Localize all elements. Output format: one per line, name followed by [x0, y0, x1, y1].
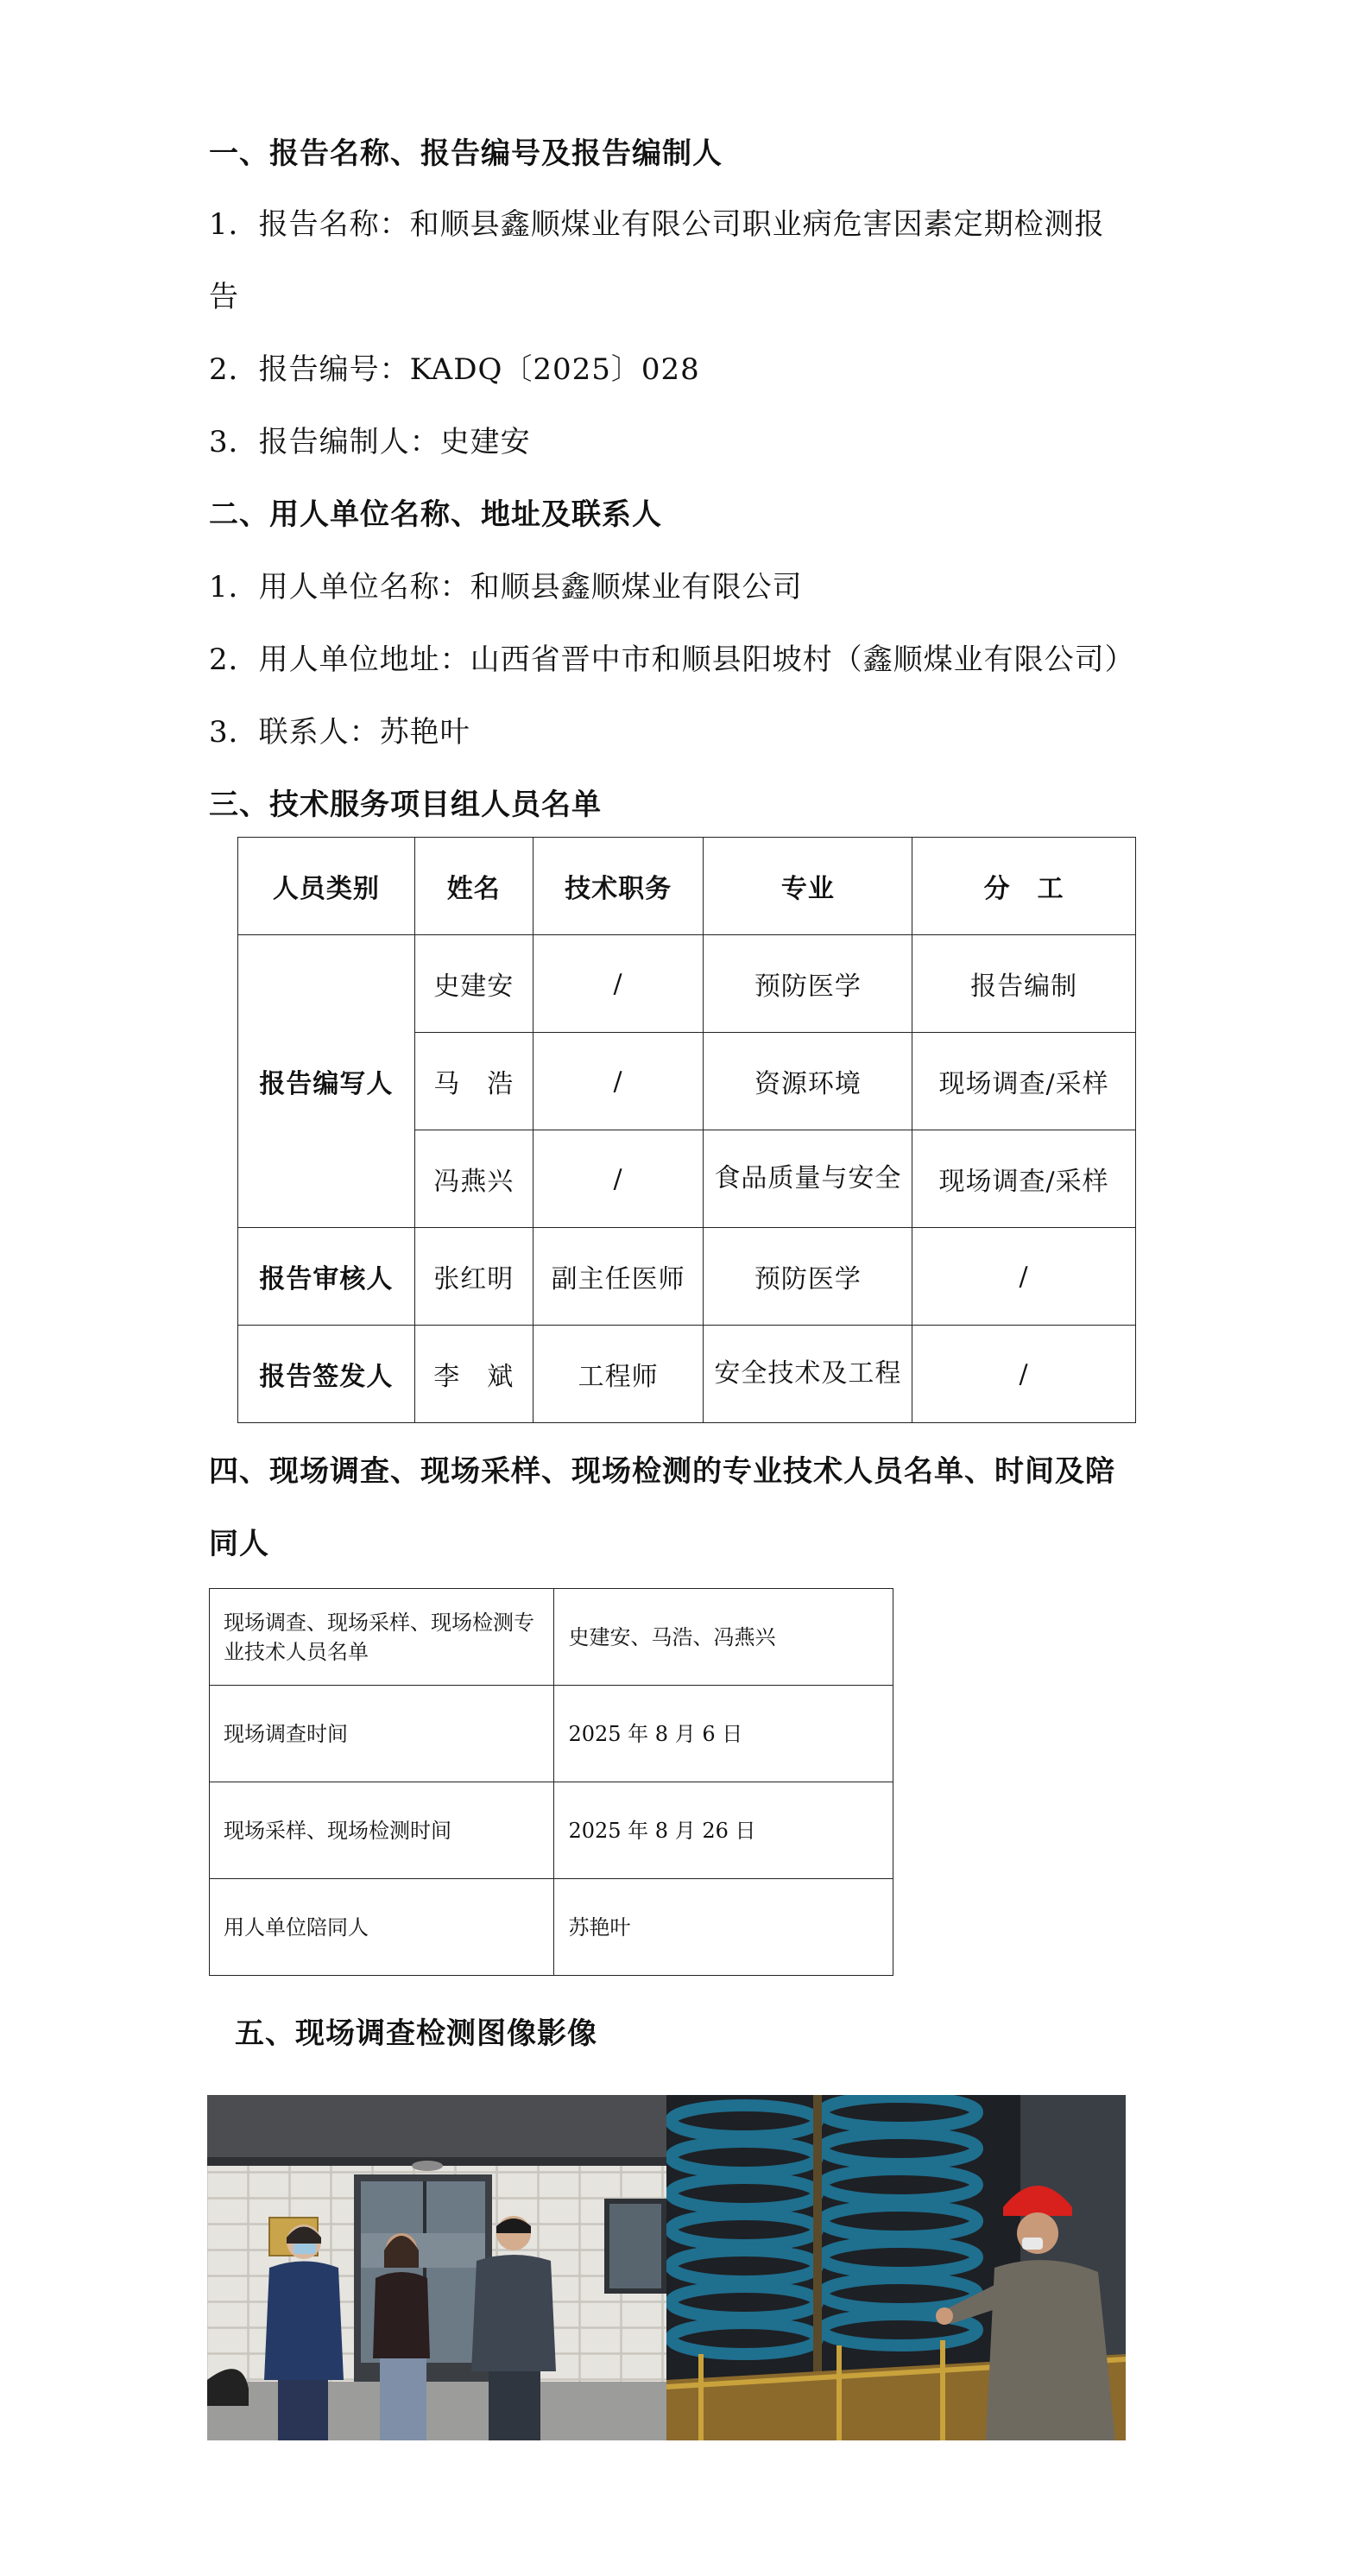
- cell-title: /: [533, 935, 704, 1033]
- cell-title: /: [533, 1033, 704, 1130]
- cell-duty: /: [912, 1228, 1136, 1326]
- report-number-line: 2．报告编号：KADQ〔2025〕028: [209, 352, 700, 387]
- section4-heading-line2: 同人: [209, 1527, 269, 1561]
- section2-heading: 二、用人单位名称、地址及联系人: [209, 497, 662, 532]
- cell-duty: /: [912, 1326, 1136, 1423]
- contact-line: 3．联系人：苏艳叶: [209, 715, 470, 750]
- cell-name: 冯燕兴: [414, 1130, 533, 1228]
- site-photo-equipment: [666, 2095, 1126, 2440]
- table-row: [238, 1228, 1136, 1326]
- survey-table: [209, 1588, 893, 1976]
- staff-table-header: [238, 838, 1136, 935]
- section4-heading-line1: 四、现场调查、现场采样、现场检测的专业技术人员名单、时间及陪: [209, 1454, 1115, 1489]
- table-row: [210, 1879, 893, 1976]
- company-name-line: 1．用人单位名称：和顺县鑫顺煤业有限公司: [209, 570, 803, 604]
- group-reviewer: 报告审核人: [238, 1228, 415, 1326]
- cell-duty: 现场调查/采样: [912, 1130, 1136, 1228]
- report-name-line-cont: 告: [209, 280, 239, 314]
- cell-label: 现场调查、现场采样、现场检测专业技术人员名单: [210, 1589, 554, 1686]
- cell-major: 资源环境: [704, 1033, 912, 1130]
- cell-label: 现场调查时间: [210, 1686, 554, 1782]
- staff-table: [237, 837, 1136, 1423]
- cell-major: 食品质量与安全: [704, 1130, 912, 1228]
- cell-title: 工程师: [533, 1326, 704, 1423]
- report-name-line: 1．报告名称：和顺县鑫顺煤业有限公司职业病危害因素定期检测报: [209, 207, 1105, 242]
- cell-name: 李 斌: [414, 1326, 533, 1423]
- section5-heading: 五、现场调查检测图像影像: [235, 2016, 597, 2051]
- cell-name: 张红明: [414, 1228, 533, 1326]
- section3-heading: 三、技术服务项目组人员名单: [209, 788, 602, 822]
- company-address-line: 2．用人单位地址：山西省晋中市和顺县阳坡村（鑫顺煤业有限公司）: [209, 642, 1135, 677]
- header-major: 专业: [704, 838, 912, 935]
- group-issuer: 报告签发人: [238, 1326, 415, 1423]
- cell-major: 预防医学: [704, 935, 912, 1033]
- table-row: [210, 1686, 893, 1782]
- site-photo-group: [207, 2095, 666, 2440]
- header-name: 姓名: [414, 838, 533, 935]
- cell-duty: 报告编制: [912, 935, 1136, 1033]
- cell-label: 用人单位陪同人: [210, 1879, 554, 1976]
- header-duty: 分 工: [912, 838, 1136, 935]
- cell-major: 预防医学: [704, 1228, 912, 1326]
- cell-name: 马 浩: [414, 1033, 533, 1130]
- cell-title: /: [533, 1130, 704, 1228]
- header-category: 人员类别: [238, 838, 415, 935]
- report-author-line: 3．报告编制人：史建安: [209, 425, 531, 459]
- cell-value: 2025 年 8 月 6 日: [554, 1686, 893, 1782]
- cell-value: 2025 年 8 月 26 日: [554, 1782, 893, 1879]
- table-row: [210, 1589, 893, 1686]
- cell-name: 史建安: [414, 935, 533, 1033]
- table-row: [210, 1782, 893, 1879]
- cell-value: 苏艳叶: [554, 1879, 893, 1976]
- group-writers: 报告编写人: [238, 935, 415, 1228]
- table-row: [238, 1326, 1136, 1423]
- cell-major: 安全技术及工程: [704, 1326, 912, 1423]
- cell-title: 副主任医师: [533, 1228, 704, 1326]
- cell-label: 现场采样、现场检测时间: [210, 1782, 554, 1879]
- section1-heading: 一、报告名称、报告编号及报告编制人: [209, 136, 723, 171]
- cell-value: 史建安、马浩、冯燕兴: [554, 1589, 893, 1686]
- table-row: [238, 935, 1136, 1033]
- cell-duty: 现场调查/采样: [912, 1033, 1136, 1130]
- header-title: 技术职务: [533, 838, 704, 935]
